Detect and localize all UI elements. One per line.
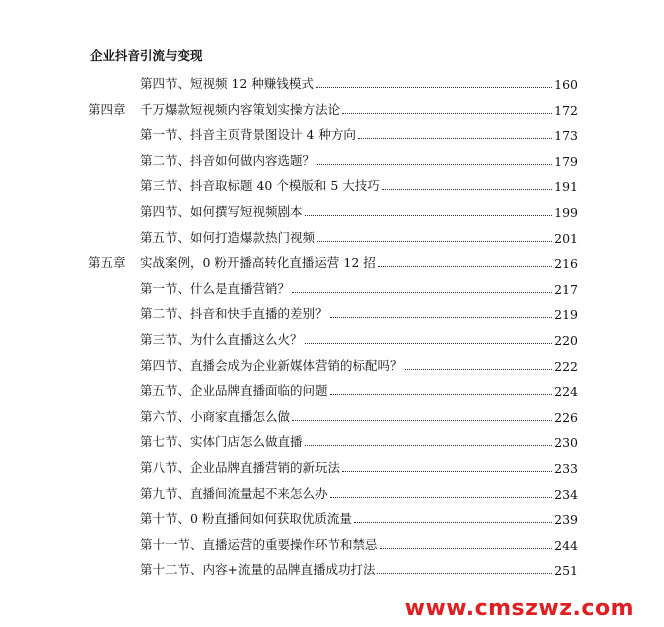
dot-leader xyxy=(405,369,553,370)
toc-section-entry xyxy=(88,200,578,220)
dot-leader xyxy=(382,189,552,190)
dot-leader xyxy=(377,573,552,574)
book-title: 企业抖音引流与变现 xyxy=(90,48,203,63)
entry-title: 实战案例，0 粉开播高转化直播运营 12 招 xyxy=(140,255,376,271)
toc-section-entry xyxy=(88,405,578,425)
dot-leader xyxy=(378,266,552,267)
toc-section-entry xyxy=(88,149,578,169)
entry-title: 第二节、抖音如何做内容选题？ xyxy=(140,152,316,168)
dot-leader xyxy=(316,87,552,88)
toc-section-entry xyxy=(88,507,578,527)
entry-title: 第二节、抖音和快手直播的差别？ xyxy=(140,306,328,322)
page-number: 224 xyxy=(554,384,578,400)
dot-leader xyxy=(330,497,553,498)
entry-title: 第四节、直播会成为企业新媒体营销的标配吗？ xyxy=(140,357,403,373)
page-number: 199 xyxy=(554,205,578,220)
page-number: 173 xyxy=(554,128,578,144)
page-number: 191 xyxy=(554,179,578,195)
dot-leader xyxy=(342,471,552,472)
dot-leader xyxy=(305,343,553,344)
dot-leader xyxy=(305,215,553,216)
entry-title: 千万爆款短视频内容策划实操方法论 xyxy=(140,101,341,117)
entry-title: 第三节、为什么直播这么火？ xyxy=(140,332,303,347)
entry-title: 第七节、实体门店怎么做直播 xyxy=(140,434,303,450)
dot-leader xyxy=(358,138,552,139)
entry-title: 第四节、短视频 12 种赚钱模式 xyxy=(140,76,314,91)
toc-section-entry xyxy=(88,302,578,322)
dot-leader xyxy=(354,522,552,523)
dot-leader xyxy=(292,420,552,421)
entry-title: 第十二节、内容+流量的品牌直播成功打法 xyxy=(140,562,376,578)
page-number: 220 xyxy=(554,333,578,348)
entry-title: 第八节、企业品牌直播营销的新玩法 xyxy=(140,460,341,475)
toc-section-entry xyxy=(88,123,578,143)
page-number: 201 xyxy=(554,230,578,246)
chapter-label: 第四章 xyxy=(88,101,126,117)
toc-section-entry xyxy=(88,430,578,450)
dot-leader xyxy=(342,113,552,114)
dot-leader xyxy=(330,394,553,395)
page-number: 230 xyxy=(554,435,578,451)
toc-section-entry xyxy=(88,558,578,578)
toc-chapter-entry xyxy=(88,251,578,271)
dot-leader xyxy=(292,292,552,293)
page-number: 226 xyxy=(554,409,578,425)
entry-title: 第四节、如何撰写短视频剧本 xyxy=(140,204,303,219)
toc-section-entry xyxy=(88,277,578,297)
dot-leader xyxy=(317,164,552,165)
dot-leader xyxy=(317,241,552,242)
page-number: 251 xyxy=(554,563,578,579)
dot-leader xyxy=(330,317,553,318)
toc-section-entry xyxy=(88,379,578,399)
toc-section-entry xyxy=(88,482,578,502)
toc-chapter-entry xyxy=(88,98,578,118)
page-number: 222 xyxy=(554,358,578,374)
toc-section-entry xyxy=(88,533,578,553)
page-number: 179 xyxy=(554,153,578,169)
toc-section-entry xyxy=(88,456,578,476)
dot-leader xyxy=(380,548,553,549)
dot-leader xyxy=(305,445,553,446)
watermark: www.cmszwz.com xyxy=(404,596,634,621)
entry-title: 第一节、抖音主页背景图设计 4 种方向 xyxy=(140,127,356,143)
entry-title: 第九节、直播间流量起不来怎么办 xyxy=(140,485,328,501)
page-number: 239 xyxy=(554,512,578,528)
entry-title: 第十一节、直播运营的重要操作环节和禁忌 xyxy=(140,536,378,552)
entry-title: 第十节、0 粉直播间如何获取优质流量 xyxy=(140,511,352,527)
entry-title: 第六节、小商家直播怎么做 xyxy=(140,408,291,424)
entry-title: 第一节、什么是直播营销？ xyxy=(140,280,291,296)
page-number: 160 xyxy=(554,77,578,92)
entry-title: 第三节、抖音取标题 40 个模版和 5 大技巧 xyxy=(140,178,380,194)
entry-title: 第五节、企业品牌直播面临的问题 xyxy=(140,383,328,399)
toc-section-entry xyxy=(88,226,578,246)
page-number: 233 xyxy=(554,461,578,476)
entry-title: 第五节、如何打造爆款热门视频 xyxy=(140,229,316,245)
page-number: 217 xyxy=(554,281,578,297)
toc-section-entry xyxy=(88,328,578,348)
page-number: 244 xyxy=(554,537,578,553)
toc-section-entry xyxy=(88,72,578,92)
page-number: 219 xyxy=(554,307,578,323)
toc-section-entry xyxy=(88,354,578,374)
toc-section-entry xyxy=(88,174,578,194)
page-number: 216 xyxy=(554,256,578,272)
page-number: 234 xyxy=(554,486,578,502)
page-number: 172 xyxy=(554,102,578,118)
chapter-label: 第五章 xyxy=(88,255,126,271)
